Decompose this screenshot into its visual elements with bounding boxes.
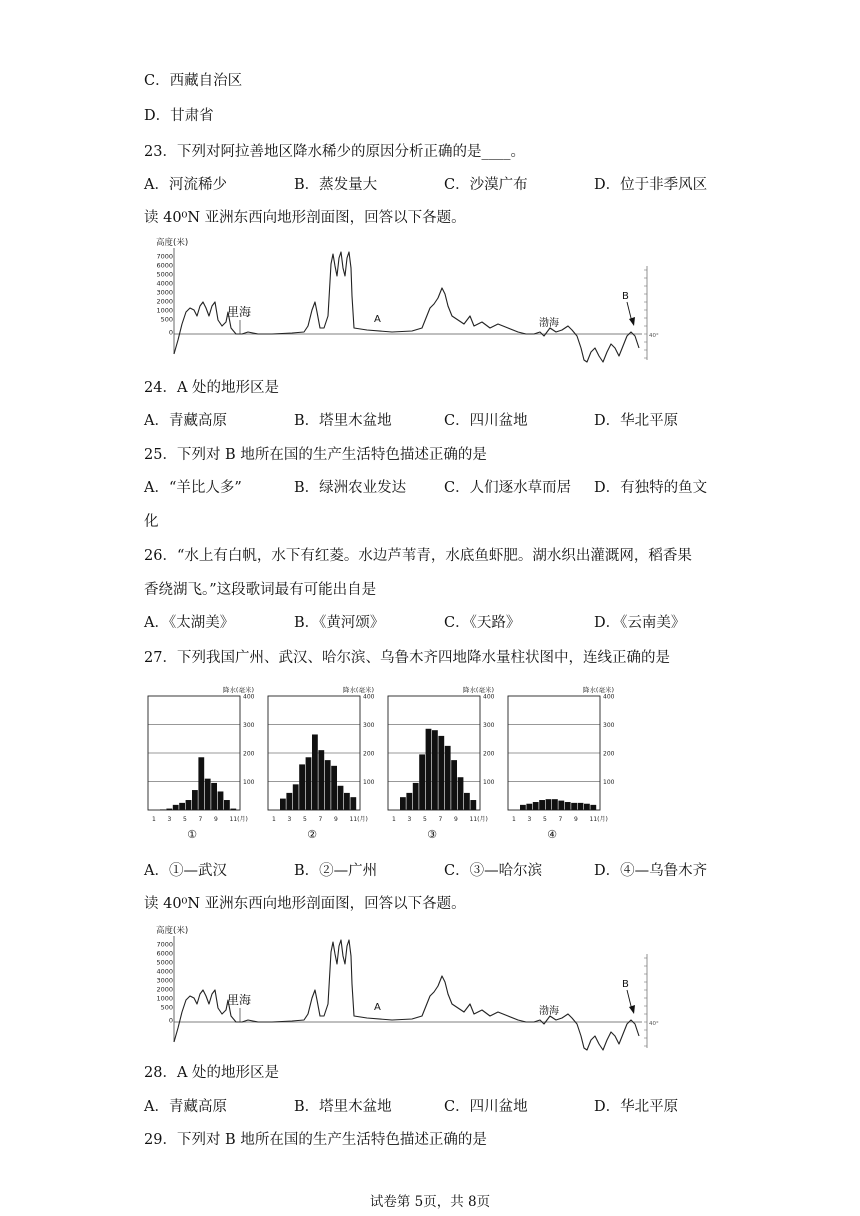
- precip-bar: [205, 779, 211, 810]
- precip-bar: [438, 736, 444, 810]
- y-tick-label: 2000: [156, 985, 173, 994]
- chart-number-label: ③: [427, 828, 437, 841]
- options-24: [144, 411, 724, 431]
- intro-profile-1: 读 40⁰N 亚洲东西向地形剖面图，回答以下各题。: [144, 210, 466, 226]
- option-a[interactable]: A．青藏高原: [144, 413, 227, 429]
- question-27: 27．下列我国广州、武汉、哈尔滨、乌鲁木齐四地降水量柱状图中，连线正确的是: [144, 650, 670, 666]
- precip-bar: [432, 730, 438, 810]
- y-axis-title: 降水(毫米): [582, 686, 614, 694]
- precip-bar: [526, 804, 532, 810]
- y-tick-label: 400: [363, 693, 375, 701]
- x-tick-label: 11(月): [469, 816, 488, 823]
- precip-bar: [299, 764, 305, 810]
- y-tick-label: 100: [483, 779, 495, 786]
- option-c[interactable]: C．四川盆地: [444, 413, 528, 429]
- y-tick-label: 6000: [156, 949, 173, 958]
- x-tick-label: 11(月): [349, 816, 368, 823]
- precipitation-charts: [140, 686, 630, 846]
- precip-bar: [230, 809, 236, 810]
- precip-bar: [539, 800, 545, 810]
- precip-bar: [306, 757, 312, 810]
- options-26: [144, 613, 724, 633]
- caspian-sea-label: 里海: [227, 993, 252, 1007]
- y-tick-label: 500: [160, 1003, 173, 1012]
- question-28: 28．A 处的地形区是: [144, 1065, 280, 1081]
- option-b[interactable]: B．绿洲农业发达: [294, 480, 407, 496]
- terrain-profile-figure-2: [152, 924, 664, 1052]
- y-tick-label: 1000: [156, 306, 173, 315]
- precip-chart-3: [388, 686, 495, 841]
- x-tick-label: 1: [272, 816, 276, 823]
- y-tick-label: 6000: [156, 261, 173, 270]
- options-27: [144, 861, 724, 881]
- x-tick-label: 7: [198, 816, 203, 823]
- precip-bar: [571, 803, 577, 810]
- y-tick-label: 200: [603, 750, 615, 758]
- precip-bar: [458, 777, 464, 810]
- precip-bar: [211, 783, 217, 810]
- options-23: [144, 175, 724, 195]
- caspian-sea-label: 里海: [227, 305, 252, 319]
- precip-bar: [590, 805, 596, 810]
- precip-bar: [464, 793, 470, 810]
- chart-number-label: ④: [547, 828, 557, 841]
- x-tick-label: 7: [558, 816, 563, 823]
- a-label: A: [374, 314, 381, 325]
- y-tick-label: 5000: [156, 270, 173, 279]
- page-footer: 试卷第 5页，共 8页: [369, 1194, 491, 1210]
- x-tick-label: 5: [183, 816, 187, 823]
- y-tick-label: 4000: [156, 967, 173, 976]
- x-tick-label: 1: [392, 816, 396, 823]
- intro-profile-2: 读 40⁰N 亚洲东西向地形剖面图，回答以下各题。: [144, 896, 466, 912]
- b-label: B: [622, 979, 629, 990]
- chart-number-label: ②: [307, 828, 317, 841]
- option-c[interactable]: C．《天路》: [444, 615, 521, 631]
- x-tick-label: 5: [303, 816, 307, 823]
- precip-bar: [318, 750, 324, 810]
- b-label: B: [622, 291, 629, 302]
- question-24: 24．A 处的地形区是: [144, 380, 280, 396]
- precip-bar: [413, 783, 419, 810]
- y-tick-label: 400: [603, 693, 615, 701]
- y-tick-label: 3000: [156, 976, 173, 985]
- option-a[interactable]: A．“羊比人多”: [144, 480, 242, 496]
- option-c[interactable]: C．四川盆地: [444, 1099, 528, 1115]
- precip-bar: [218, 791, 224, 810]
- precip-bar: [293, 784, 299, 810]
- end-label: 40°: [649, 1021, 659, 1027]
- terrain-profile-figure-1: [152, 236, 664, 364]
- chart-number-label: ①: [187, 828, 197, 841]
- precip-bar: [344, 793, 350, 810]
- precip-bar: [338, 786, 344, 810]
- precip-bar: [558, 801, 564, 810]
- y-tick-label: 3000: [156, 288, 173, 297]
- precip-bar: [406, 793, 412, 810]
- y-axis-title: 降水(毫米): [462, 686, 494, 694]
- x-tick-label: 3: [287, 816, 292, 823]
- y-axis-title: 降水(毫米): [222, 686, 254, 694]
- option-d[interactable]: D．④—乌鲁木齐: [594, 863, 708, 879]
- precip-bar: [445, 746, 451, 810]
- question-29: 29．下列对 B 地所在国的生产生活特色描述正确的是: [144, 1132, 487, 1148]
- precip-bar: [198, 757, 204, 810]
- question-25: 25．下列对 B 地所在国的生产生活特色描述正确的是: [144, 447, 487, 463]
- y-tick-label: 4000: [156, 279, 173, 288]
- precip-bar: [173, 805, 179, 810]
- option-a[interactable]: A．①—武汉: [144, 863, 227, 879]
- option-b[interactable]: B．塔里木盆地: [294, 1099, 392, 1115]
- y-tick-label: 1000: [156, 994, 173, 1003]
- y-tick-label: 5000: [156, 958, 173, 967]
- precip-bar: [192, 790, 198, 810]
- x-tick-label: 1: [152, 816, 156, 823]
- precip-chart-4: [508, 686, 615, 841]
- x-tick-label: 3: [407, 816, 412, 823]
- option-a[interactable]: A．《太湖美》: [144, 615, 235, 631]
- precip-bar: [312, 734, 318, 810]
- y-tick-label: 100: [603, 779, 615, 786]
- precip-bar: [166, 809, 172, 810]
- bohai-label: 渤海: [539, 1006, 559, 1017]
- x-tick-label: 9: [574, 816, 578, 823]
- y-tick-label: 200: [483, 750, 495, 758]
- option-d[interactable]: D．《云南美》: [594, 615, 686, 631]
- x-tick-label: 3: [527, 816, 532, 823]
- x-tick-label: 11(月): [229, 816, 248, 823]
- option-b[interactable]: B．塔里木盆地: [294, 413, 392, 429]
- x-tick-label: 5: [543, 816, 547, 823]
- precip-chart-1: [148, 686, 255, 841]
- question-26-line1: 26．“水上有白帆，水下有红菱。水边芦苇青，水底鱼虾肥。湖水织出灌溉网，稻香果: [144, 548, 692, 564]
- y-tick-label: 400: [483, 693, 495, 701]
- precip-bar: [470, 800, 476, 810]
- x-tick-label: 5: [423, 816, 427, 823]
- option-d-wrap: 化: [144, 514, 159, 530]
- option-c[interactable]: C．③—哈尔滨: [444, 863, 543, 879]
- x-tick-label: 1: [512, 816, 516, 823]
- end-label: 40°: [649, 333, 659, 339]
- y-tick-label: 2000: [156, 297, 173, 306]
- option-b[interactable]: B．②—广州: [294, 863, 378, 879]
- precip-bar: [325, 760, 331, 810]
- y-tick-label: 200: [243, 750, 255, 758]
- y-tick-label: 100: [243, 779, 255, 786]
- option-d[interactable]: D．华北平原: [594, 1099, 679, 1115]
- x-tick-label: 9: [454, 816, 458, 823]
- precip-chart-2: [268, 686, 375, 841]
- y-tick-label: 0: [168, 1016, 173, 1025]
- x-tick-label: 9: [214, 816, 218, 823]
- precip-bar: [280, 799, 286, 810]
- y-tick-label: 300: [483, 722, 495, 729]
- precip-bar: [533, 802, 539, 810]
- option-b[interactable]: B．《黄河颂》: [294, 615, 385, 631]
- y-tick-label: 400: [243, 693, 255, 701]
- question-23: 23．下列对阿拉善地区降水稀少的原因分析正确的是____。: [144, 144, 525, 160]
- y-axis-title: 高度(米): [156, 926, 189, 936]
- option-b[interactable]: B．蒸发量大: [294, 177, 378, 193]
- y-tick-label: 300: [243, 722, 255, 729]
- precip-bar: [584, 804, 590, 810]
- y-tick-label: 300: [363, 722, 375, 729]
- y-tick-label: 200: [363, 750, 375, 758]
- precip-bar: [179, 803, 185, 810]
- precip-bar: [350, 797, 356, 810]
- option-d[interactable]: D．位于非季风区: [594, 177, 708, 193]
- y-tick-label: 0: [168, 328, 173, 337]
- y-axis-title: 降水(毫米): [342, 686, 374, 694]
- precip-bar: [426, 729, 432, 810]
- option-c[interactable]: C．沙漠广布: [444, 177, 528, 193]
- precip-bar: [546, 799, 552, 810]
- bohai-label: 渤海: [539, 318, 559, 329]
- precip-bar: [552, 799, 558, 810]
- option-a[interactable]: A．青藏高原: [144, 1099, 227, 1115]
- precip-bar: [578, 803, 584, 810]
- precip-bar: [186, 800, 192, 810]
- question-26-line2: 香绕湖飞。”这段歌词最有可能出自是: [144, 582, 377, 598]
- options-25: [144, 478, 724, 498]
- x-tick-label: 7: [318, 816, 323, 823]
- precip-bar: [400, 797, 406, 810]
- options-28: [144, 1097, 724, 1117]
- precip-bar: [224, 800, 230, 810]
- option-d-gansu: D．甘肃省: [144, 108, 214, 124]
- y-axis-title: 高度(米): [156, 238, 189, 248]
- a-label: A: [374, 1002, 381, 1013]
- y-tick-label: 7000: [156, 940, 173, 949]
- precip-bar: [451, 760, 457, 810]
- precip-bar: [419, 754, 425, 810]
- option-d[interactable]: D．有独特的鱼文: [594, 480, 708, 496]
- option-c[interactable]: C．人们逐水草而居: [444, 480, 572, 496]
- b-arrow-head: [629, 317, 635, 326]
- precip-bar: [565, 802, 571, 810]
- option-d[interactable]: D．华北平原: [594, 413, 679, 429]
- x-tick-label: 3: [167, 816, 172, 823]
- x-tick-label: 11(月): [589, 816, 608, 823]
- precip-bar: [160, 809, 166, 810]
- y-tick-label: 500: [160, 315, 173, 324]
- b-arrow-head: [629, 1005, 635, 1014]
- precip-bar: [331, 766, 337, 810]
- option-a[interactable]: A．河流稀少: [144, 177, 227, 193]
- x-tick-label: 7: [438, 816, 443, 823]
- precip-bar: [520, 805, 526, 810]
- precip-bar: [286, 793, 292, 810]
- option-c-tibet: C．西藏自治区: [144, 73, 243, 89]
- y-tick-label: 7000: [156, 252, 173, 261]
- y-tick-label: 100: [363, 779, 375, 786]
- x-tick-label: 9: [334, 816, 338, 823]
- y-tick-label: 300: [603, 722, 615, 729]
